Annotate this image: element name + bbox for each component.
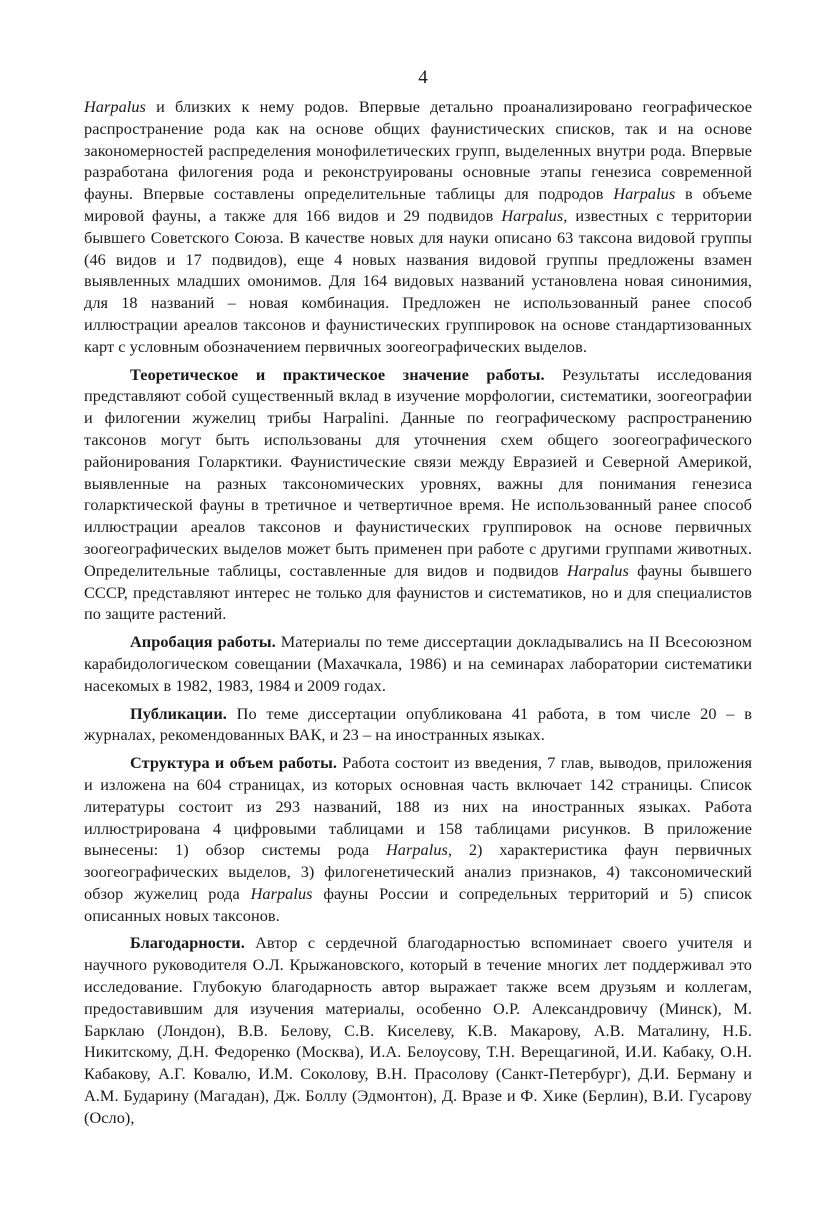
section-heading: Структура и объем работы. — [130, 753, 337, 773]
paragraph-publications — [84, 703, 752, 747]
text-span: Автор с сердечной благодарностью вспоминает своего учителя и научного руководителя О.Л. Крыжановского, который в течение многих лет поддерживал это исследование. Глубокую благодарность автор выражает также всем друзьям и коллегам, предоставившим для изучения материалы, особенно О.Р. Александровичу (Минск), М. Барклаю (Лондон), В.В. Белову, С.В. Киселеву, К.В. Макарову, А.В. Маталину, Н.Б. Никитскому, Д.Н. Федоренко (Москва), И.А. Белоусову, Т.Н. Верещагиной, И.И. Кабаку, О.Н. Кабакову, А.Г. Ковалю, И.М. Соколову, В.Н. Прасолову (Санкт-Петербург), Д.И. Берману и А.М. Бударину (Магадан), Дж. Боллу (Эдмонтон), Д. Вразе и Ф. Хике (Берлин), В.И. Гусарову (Осло), — [84, 933, 752, 1127]
text-span: известных с территории бывшего Советского Союза. В качестве новых для науки описано 63 таксона видовой группы (46 видов и 17 подвидов), еще 4 новых названия видовой группы предложены взамен выявленных младших омонимов. Для 164 видовых названий установлена новая синонимия, для 18 названий – новая комбинация. Предложен не использованный ранее способ иллюстрации ареалов таксонов и фаунистических группировок на основе стандартизованных карт с условным обозначением первичных зоогеографических выделов. — [84, 205, 752, 356]
paragraph-acknowledgements — [84, 932, 752, 1128]
section-heading: Публикации. — [130, 703, 227, 723]
text-span: в объеме мировой фауны, а также для 166 видов и 29 подвидов — [84, 184, 752, 225]
text-span: Результаты исследования представляют собой существенный вклад в изучение морфологии, систематики, зоогеографии и филогении жужелиц трибы Harpalini. Данные по географическому распространению таксонов могут быть использованы для уточнения схем общего зоогеографического районирования Голарктики. Фаунистические связи между Евразией и Северной Америкой, выявленные на разных таксономических уровнях, важны для понимания генезиса голарктической фауны в третичное и четвертичное время. Не использованный ранее способ иллюстрации ареалов таксонов и фаунистических группировок на основе первичных зоогеографических выделов может быть применен при работе с другими группами животных. Определительные таблицы, составленные для видов и подвидов — [84, 364, 753, 580]
genus-name: Harpalus — [613, 184, 676, 204]
text-span: 2) характеристика фаун первичных зоогеографических выделов, 3) филогенетический анализ признаков, 4) таксономический обзор жужелиц рода — [84, 840, 752, 903]
paragraph-approbation — [84, 631, 752, 696]
genus-name: Harpalus, — [501, 205, 568, 225]
paragraph-significance — [84, 364, 752, 626]
page-number: 4 — [418, 67, 428, 88]
text-span: По теме диссертации опубликована 41 работа, в том числе 20 – в журналах, рекомендованных ВАК, и 23 – на иностранных языках. — [84, 703, 752, 745]
section-heading: Благодарности. — [130, 933, 245, 953]
genus-name: Harpalus, — [385, 840, 453, 860]
text-span: и близких к нему родов. Впервые детально проанализировано географическое распространение рода как на основе общих фаунистических списков, так и на основе закономерностей распределения монофилетических групп, выделенных внутри рода. Впервые разработана филогения рода и реконструированы основные этапы генезиса современной фауны. Впервые составлены определительные таблицы для подродов — [84, 97, 752, 204]
genus-name: Harpalus — [566, 560, 629, 580]
section-heading: Апробация работы. — [130, 632, 276, 652]
text-span: фауны бывшего СССР, представляют интерес не только для фаунистов и систематиков, но и для специалистов по защите растений. — [84, 560, 752, 624]
genus-name: Harpalus — [250, 883, 313, 903]
document-page — [84, 66, 752, 1135]
text-span: Материалы по теме диссертации докладывались на II Всесоюзном карабидологическом совещании (Махачкала, 1986) и на семинарах лаборатории систематики насекомых в 1982, 1983, 1984 и 2009 годах. — [84, 632, 752, 695]
section-heading: Теоретическое и практическое значение работы. — [130, 364, 545, 384]
text-span: фауны России и сопредельных территорий и 5) список описанных новых таксонов. — [84, 883, 752, 925]
text-span: Работа состоит из введения, 7 глав, выводов, приложения и изложена на 604 страницах, из которых основная часть включает 142 страницы. Список литературы состоит из 293 названий, 188 из них на иностранных языках. Работа иллюстрирована 4 цифровыми таблицами и 158 таблицами рисунков. В приложение вынесены: 1) обзор системы рода — [84, 753, 753, 860]
genus-name: Harpalus — [84, 97, 146, 116]
paragraph-novelty-continued — [84, 96, 752, 358]
paragraph-structure — [84, 752, 752, 926]
